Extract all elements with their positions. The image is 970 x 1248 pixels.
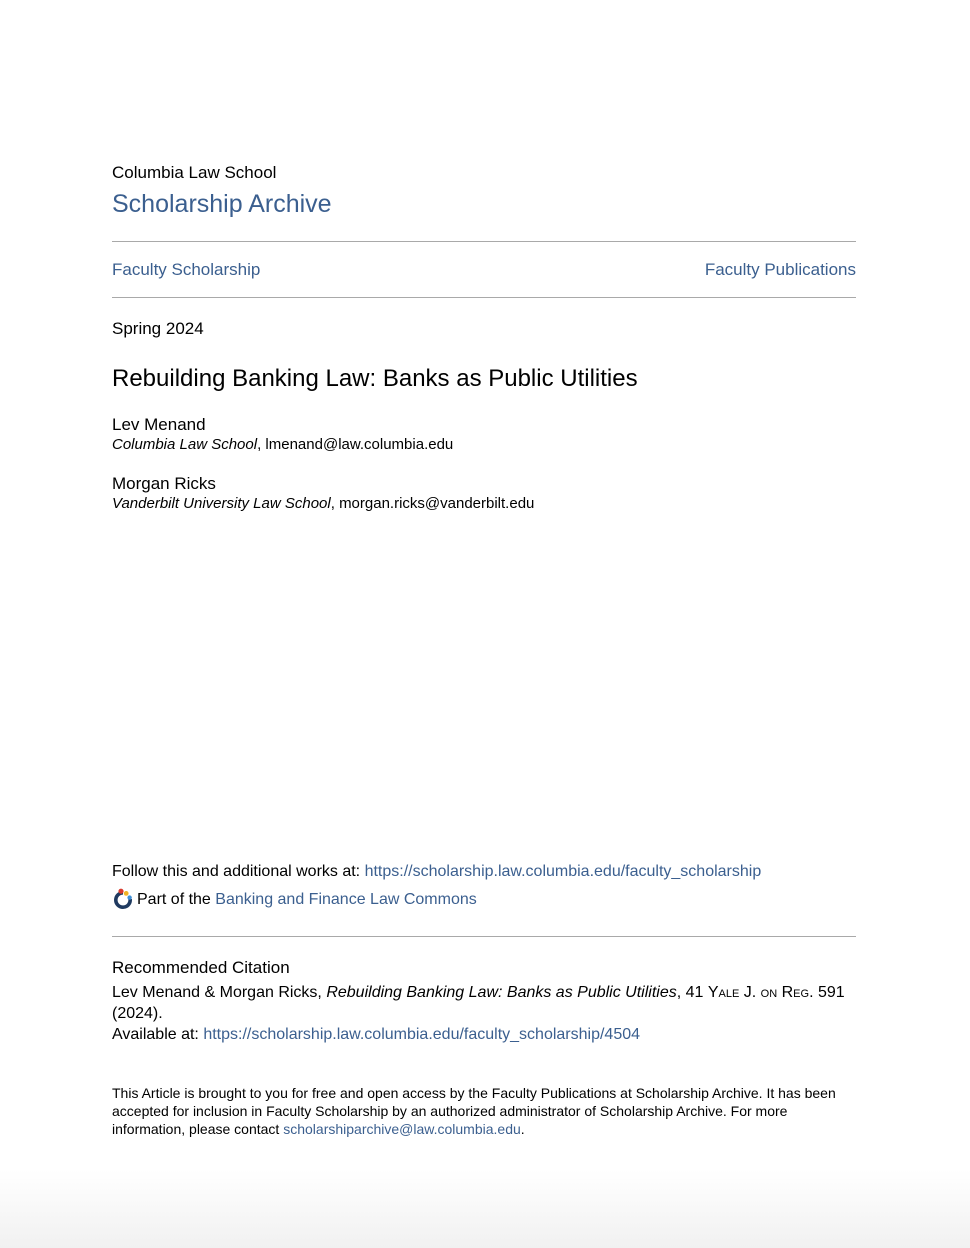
part-of-prefix: Part of the <box>137 891 216 908</box>
contact-email-link[interactable]: scholarshiparchive@law.columbia.edu <box>283 1121 521 1137</box>
access-notice <box>112 1084 856 1138</box>
archive-title-link[interactable]: Scholarship Archive <box>112 190 332 218</box>
citation-heading: Recommended Citation <box>112 958 290 977</box>
follow-line <box>112 862 856 882</box>
author-block-1 <box>112 415 856 454</box>
citation-page-year: 591 (2024). <box>112 984 845 1022</box>
divider-bottom <box>112 936 856 937</box>
access-notice-text: This Article is brought to you for free and open access by the Faculty Publications at Scholarship Archive. It has been accepted for inclusion in Faculty Scholarship by an authorized administrator of Scholarship Archive. For more information, please contact <box>112 1085 836 1137</box>
follow-prefix: Follow this and additional works at: <box>112 863 365 880</box>
access-notice-end: . <box>520 1121 525 1137</box>
article-url-link[interactable]: https://scholarship.law.columbia.edu/faculty_scholarship/4504 <box>203 1026 641 1043</box>
citation-title: Rebuilding Banking Law: Banks as Public Utilities <box>326 984 677 1001</box>
author-affiliation: Columbia Law School, lmenand@law.columbia.edu <box>112 436 454 453</box>
publication-date: Spring 2024 <box>112 319 204 338</box>
affiliation-name: Vanderbilt University Law School <box>112 495 331 512</box>
affiliation-name: Columbia Law School <box>112 436 258 453</box>
author-email: lmenand@law.columbia.edu <box>265 436 454 453</box>
commons-network-icon <box>112 888 134 910</box>
citation-text <box>112 982 856 1024</box>
document-title: Rebuilding Banking Law: Banks as Public Utilities <box>112 365 638 392</box>
author-email: morgan.ricks@vanderbilt.edu <box>339 495 535 512</box>
author-name: Lev Menand <box>112 415 206 434</box>
faculty-publications-link[interactable]: Faculty Publications <box>704 260 856 279</box>
part-of-line <box>112 889 856 911</box>
citation-journal: Yale J. on Reg. <box>707 984 814 1001</box>
banking-finance-commons-link[interactable]: Banking and Finance Law Commons <box>215 891 477 908</box>
follow-url-link[interactable]: https://scholarship.law.columbia.edu/faculty_scholarship <box>364 863 762 880</box>
institution-name: Columbia Law School <box>112 163 277 182</box>
author-affiliation: Vanderbilt University Law School, morgan.ricks@vanderbilt.edu <box>112 495 535 512</box>
collection-nav <box>112 260 856 280</box>
citation-authors: Lev Menand & Morgan Ricks, <box>112 984 327 1001</box>
citation-volume: , 41 <box>676 984 708 1001</box>
divider-middle <box>112 297 856 298</box>
author-block-2 <box>112 474 856 513</box>
available-at-line <box>112 1025 856 1045</box>
faculty-scholarship-link[interactable]: Faculty Scholarship <box>112 260 261 279</box>
author-name: Morgan Ricks <box>112 474 216 493</box>
available-prefix: Available at: <box>112 1026 204 1043</box>
divider-top <box>112 241 856 242</box>
